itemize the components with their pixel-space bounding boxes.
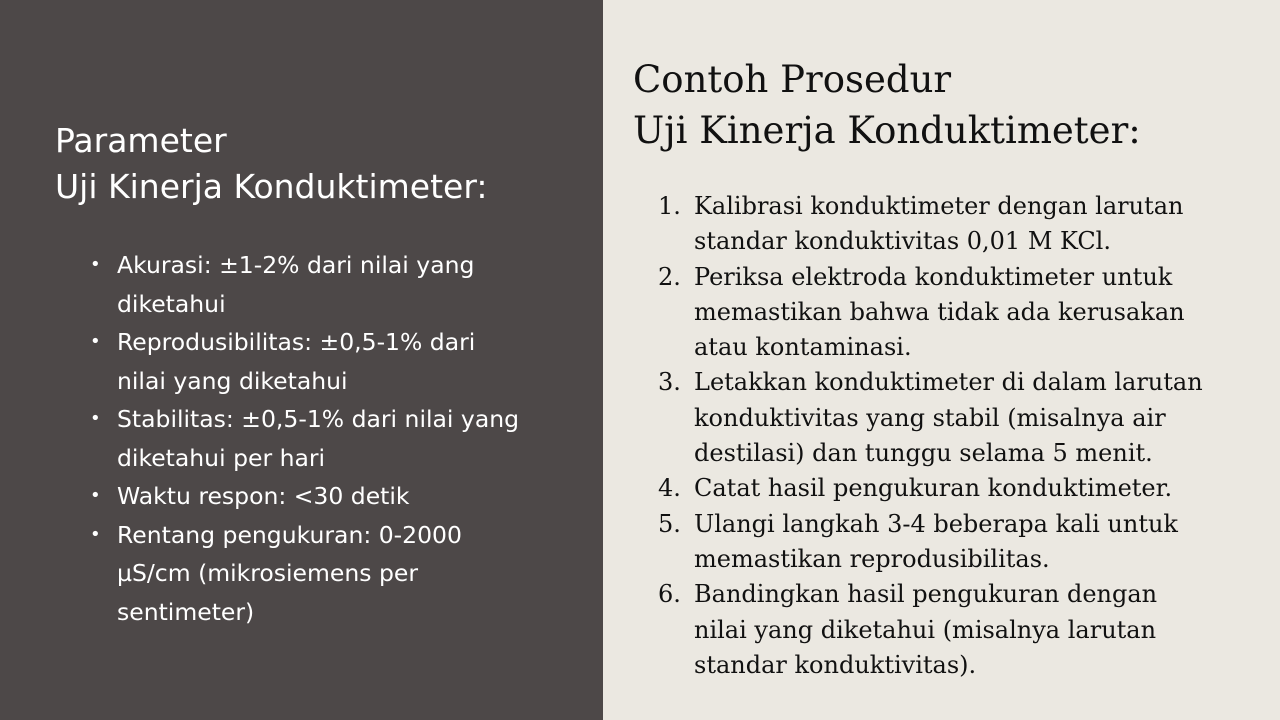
step-line: destilasi) dan tunggu selama 5 menit. bbox=[694, 439, 1153, 468]
step-line: nilai yang diketahui (misalnya larutan bbox=[694, 615, 1157, 644]
procedure-step-4 bbox=[658, 471, 1268, 506]
parameter-item-line: Akurasi: ±1-2% dari nilai yang bbox=[117, 251, 475, 279]
step-line: Periksa elektroda konduktimeter untuk bbox=[694, 262, 1173, 291]
parameter-item-line: µS/cm (mikrosiemens per bbox=[117, 559, 419, 587]
procedure-step-2 bbox=[658, 260, 1268, 366]
parameter-title-line1: Parameter bbox=[55, 121, 227, 160]
parameter-item-stabilitas bbox=[90, 400, 560, 477]
step-line: memastikan bahwa tidak ada kerusakan bbox=[694, 297, 1185, 326]
parameter-item-line: diketahui per hari bbox=[117, 443, 326, 472]
procedure-step-5 bbox=[658, 507, 1268, 578]
procedure-step-6 bbox=[658, 577, 1268, 683]
step-number: 4. bbox=[658, 474, 681, 503]
step-number: 2. bbox=[658, 262, 681, 291]
parameter-title-line2: Uji Kinerja Konduktimeter: bbox=[55, 167, 488, 206]
step-number: 1. bbox=[658, 192, 681, 220]
step-line: Kalibrasi konduktimeter dengan larutan bbox=[694, 192, 1184, 220]
bullet-icon: • bbox=[90, 523, 101, 545]
bullet-icon: • bbox=[90, 408, 101, 429]
parameter-item-line: nilai yang diketahui bbox=[117, 366, 348, 395]
parameter-title bbox=[55, 118, 585, 210]
parameter-item-rentang bbox=[90, 516, 560, 632]
procedure-step-3 bbox=[658, 365, 1268, 471]
step-line: Bandingkan hasil pengukuran dengan bbox=[694, 580, 1158, 609]
parameter-list bbox=[90, 246, 560, 631]
bullet-icon: • bbox=[90, 254, 101, 275]
parameter-item-line: Rentang pengukuran: 0-2000 bbox=[117, 520, 462, 549]
parameter-item-line: Stabilitas: ±0,5-1% dari nilai yang bbox=[117, 405, 520, 433]
procedure-steps bbox=[658, 189, 1268, 683]
step-line: konduktivitas yang stabil (misalnya air bbox=[694, 403, 1166, 432]
parameter-item-waktu-respon bbox=[90, 477, 560, 516]
procedure-panel bbox=[603, 0, 1280, 720]
procedure-step-1 bbox=[658, 189, 1268, 260]
step-number: 5. bbox=[658, 509, 681, 538]
step-line: Ulangi langkah 3-4 beberapa kali untuk bbox=[694, 509, 1178, 538]
step-line: atau kontaminasi. bbox=[694, 333, 912, 362]
parameter-panel bbox=[0, 0, 603, 720]
parameter-item-line: Waktu respon: <30 detik bbox=[117, 482, 410, 510]
bullet-icon: • bbox=[90, 331, 101, 352]
step-line: standar konduktivitas 0,01 M KCl. bbox=[694, 227, 1111, 256]
parameter-item-reprodusibilitas bbox=[90, 323, 560, 400]
bullet-icon: • bbox=[90, 485, 101, 506]
procedure-title bbox=[633, 54, 1273, 156]
procedure-title-line1: Contoh Prosedur bbox=[633, 58, 952, 101]
parameter-item-akurasi bbox=[90, 246, 560, 323]
step-number: 3. bbox=[658, 368, 681, 397]
parameter-item-line: sentimeter) bbox=[117, 597, 255, 626]
step-line: memastikan reprodusibilitas. bbox=[694, 544, 1050, 573]
step-number: 6. bbox=[658, 580, 681, 609]
parameter-item-line: Reprodusibilitas: ±0,5-1% dari bbox=[117, 328, 476, 356]
step-line: standar konduktivitas). bbox=[694, 650, 977, 679]
parameter-item-line: diketahui bbox=[117, 289, 226, 318]
step-line: Catat hasil pengukuran konduktimeter. bbox=[694, 474, 1173, 503]
step-line: Letakkan konduktimeter di dalam larutan bbox=[694, 368, 1203, 397]
procedure-title-line2: Uji Kinerja Konduktimeter: bbox=[633, 109, 1141, 152]
